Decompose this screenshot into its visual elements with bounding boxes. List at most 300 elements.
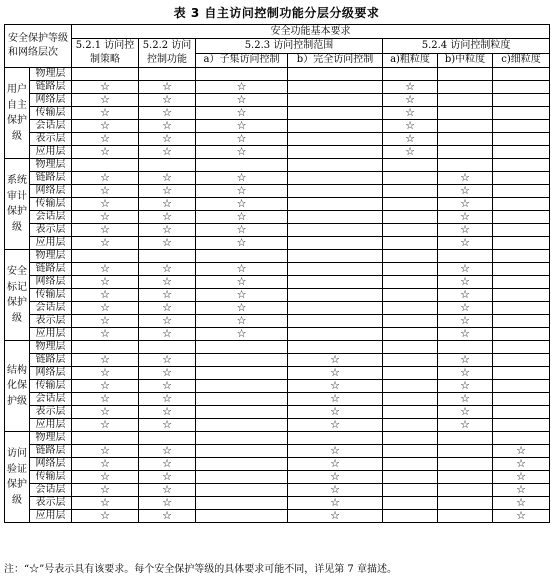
requirement-cell: ☆ — [383, 133, 438, 146]
requirement-cell: ☆ — [72, 81, 139, 94]
requirement-cell — [139, 341, 196, 354]
requirement-cell: ☆ — [72, 263, 139, 276]
requirement-cell: ☆ — [196, 107, 288, 120]
layer-label: 应用层 — [30, 328, 72, 341]
requirement-cell — [493, 107, 550, 120]
requirement-cell: ☆ — [196, 94, 288, 107]
requirement-cell: ☆ — [139, 328, 196, 341]
table-row — [5, 107, 550, 120]
requirement-cell — [383, 432, 438, 445]
table-row — [5, 484, 550, 497]
requirement-cell — [493, 393, 550, 406]
requirement-cell — [196, 458, 288, 471]
level-label: 系统审计保护级 — [5, 159, 30, 250]
table-row — [5, 68, 550, 81]
layer-label: 网络层 — [30, 458, 72, 471]
requirement-cell: ☆ — [196, 133, 288, 146]
table-row — [5, 81, 550, 94]
requirement-cell — [493, 367, 550, 380]
requirement-cell — [383, 380, 438, 393]
requirement-cell — [383, 159, 438, 172]
layer-label: 传输层 — [30, 289, 72, 302]
requirement-cell: ☆ — [438, 328, 493, 341]
requirement-cell: ☆ — [288, 393, 383, 406]
requirement-cell: ☆ — [72, 445, 139, 458]
requirement-cell — [288, 224, 383, 237]
table-row — [5, 354, 550, 367]
requirement-cell — [438, 94, 493, 107]
requirement-cell: ☆ — [196, 198, 288, 211]
requirement-cell: ☆ — [139, 510, 196, 523]
requirement-cell — [288, 263, 383, 276]
requirement-cell — [288, 315, 383, 328]
layer-label: 网络层 — [30, 94, 72, 107]
requirement-cell — [438, 341, 493, 354]
requirement-cell — [72, 250, 139, 263]
requirement-cell: ☆ — [72, 198, 139, 211]
layer-label: 会话层 — [30, 302, 72, 315]
requirement-cell — [438, 432, 493, 445]
requirement-cell — [288, 328, 383, 341]
requirement-cell — [288, 94, 383, 107]
requirement-cell — [493, 120, 550, 133]
requirement-cell: ☆ — [72, 120, 139, 133]
requirement-cell: ☆ — [72, 302, 139, 315]
table-row — [5, 289, 550, 302]
layer-label: 传输层 — [30, 380, 72, 393]
col-521-header: 5.2.1 访问控制策略 — [72, 39, 139, 68]
requirement-cell — [493, 159, 550, 172]
col-524a-header: a)粗粒度 — [383, 53, 438, 68]
requirement-cell — [196, 159, 288, 172]
requirement-cell: ☆ — [139, 497, 196, 510]
requirement-cell — [383, 185, 438, 198]
requirement-cell — [493, 185, 550, 198]
requirement-cell: ☆ — [72, 497, 139, 510]
requirement-cell — [438, 484, 493, 497]
requirement-cell: ☆ — [438, 419, 493, 432]
requirement-cell — [438, 250, 493, 263]
table-row — [5, 328, 550, 341]
layer-label: 链路层 — [30, 172, 72, 185]
requirement-cell: ☆ — [72, 393, 139, 406]
requirement-cell — [438, 510, 493, 523]
col-524-header: 5.2.4 访问控制粒度 — [383, 39, 550, 54]
requirement-cell — [383, 211, 438, 224]
requirement-cell — [288, 185, 383, 198]
requirement-cell: ☆ — [72, 354, 139, 367]
requirement-cell: ☆ — [72, 406, 139, 419]
requirement-cell — [288, 341, 383, 354]
requirement-cell — [493, 133, 550, 146]
requirement-cell — [383, 341, 438, 354]
requirement-cell — [288, 432, 383, 445]
requirement-cell — [383, 419, 438, 432]
table-row — [5, 263, 550, 276]
requirement-cell: ☆ — [72, 146, 139, 159]
requirement-cell: ☆ — [288, 380, 383, 393]
requirement-cell — [438, 68, 493, 81]
requirement-cell — [139, 250, 196, 263]
requirement-cell — [196, 432, 288, 445]
requirement-cell — [196, 406, 288, 419]
col-523b-header: b）完全访问控制 — [288, 53, 383, 68]
requirement-cell — [383, 458, 438, 471]
requirement-cell: ☆ — [493, 445, 550, 458]
level-label: 安全标记保护级 — [5, 250, 30, 341]
layer-label: 表示层 — [30, 406, 72, 419]
layer-label: 应用层 — [30, 146, 72, 159]
table-row — [5, 250, 550, 263]
layer-label: 传输层 — [30, 198, 72, 211]
requirement-cell: ☆ — [139, 172, 196, 185]
requirement-cell: ☆ — [139, 146, 196, 159]
layer-label: 链路层 — [30, 263, 72, 276]
table-row — [5, 393, 550, 406]
requirement-cell — [383, 198, 438, 211]
table-row — [5, 497, 550, 510]
requirement-cell — [288, 133, 383, 146]
requirement-cell: ☆ — [139, 120, 196, 133]
requirement-cell — [493, 172, 550, 185]
requirement-cell: ☆ — [196, 315, 288, 328]
requirement-cell: ☆ — [438, 237, 493, 250]
requirement-cell — [493, 432, 550, 445]
requirement-cell — [288, 250, 383, 263]
requirement-cell — [383, 263, 438, 276]
requirement-cell: ☆ — [139, 302, 196, 315]
requirement-cell — [493, 250, 550, 263]
requirement-cell — [288, 198, 383, 211]
requirement-cell — [139, 432, 196, 445]
requirement-cell — [438, 497, 493, 510]
requirement-cell: ☆ — [288, 458, 383, 471]
requirement-cell: ☆ — [72, 419, 139, 432]
requirement-cell — [383, 302, 438, 315]
requirement-cell — [72, 432, 139, 445]
requirement-cell — [383, 445, 438, 458]
requirement-cell: ☆ — [196, 146, 288, 159]
requirement-cell: ☆ — [493, 497, 550, 510]
requirement-cell: ☆ — [196, 120, 288, 133]
layer-label: 传输层 — [30, 107, 72, 120]
table-row — [5, 458, 550, 471]
table-row — [5, 315, 550, 328]
table-row — [5, 276, 550, 289]
table-row — [5, 146, 550, 159]
requirement-cell: ☆ — [72, 172, 139, 185]
table-row — [5, 380, 550, 393]
requirement-cell: ☆ — [139, 367, 196, 380]
col-524b-header: b)中粒度 — [438, 53, 493, 68]
layer-label: 应用层 — [30, 419, 72, 432]
requirement-cell — [196, 393, 288, 406]
table-row — [5, 341, 550, 354]
requirement-cell: ☆ — [72, 380, 139, 393]
table-row — [5, 471, 550, 484]
requirement-cell: ☆ — [139, 354, 196, 367]
requirement-cell — [383, 393, 438, 406]
layer-label: 表示层 — [30, 224, 72, 237]
requirement-cell: ☆ — [438, 276, 493, 289]
requirement-cell — [383, 250, 438, 263]
requirement-cell: ☆ — [196, 302, 288, 315]
requirement-cell — [493, 94, 550, 107]
requirement-cell: ☆ — [139, 458, 196, 471]
requirement-cell — [383, 224, 438, 237]
requirement-cell: ☆ — [288, 510, 383, 523]
requirement-cell: ☆ — [438, 172, 493, 185]
requirement-cell: ☆ — [72, 510, 139, 523]
table-row — [5, 224, 550, 237]
requirement-cell: ☆ — [383, 107, 438, 120]
layer-label: 物理层 — [30, 68, 72, 81]
requirement-cell: ☆ — [288, 445, 383, 458]
table-row — [5, 211, 550, 224]
requirement-cell — [438, 471, 493, 484]
requirement-cell: ☆ — [438, 211, 493, 224]
requirement-cell — [288, 276, 383, 289]
table-title: 表 3 自主访问控制功能分层分级要求 — [173, 6, 380, 20]
table-row — [5, 120, 550, 133]
requirement-cell: ☆ — [72, 367, 139, 380]
col-522-header: 5.2.2 访问控制功能 — [139, 39, 196, 68]
requirement-cell: ☆ — [493, 471, 550, 484]
layer-label: 会话层 — [30, 484, 72, 497]
requirement-cell — [493, 198, 550, 211]
layer-label: 物理层 — [30, 250, 72, 263]
table-row — [5, 367, 550, 380]
requirement-cell: ☆ — [196, 328, 288, 341]
requirement-cell: ☆ — [196, 224, 288, 237]
requirement-cell — [288, 237, 383, 250]
requirement-cell: ☆ — [438, 354, 493, 367]
requirement-cell: ☆ — [72, 107, 139, 120]
requirement-cell: ☆ — [438, 263, 493, 276]
requirement-cell — [383, 237, 438, 250]
requirement-cell: ☆ — [196, 185, 288, 198]
requirement-cell — [493, 328, 550, 341]
requirement-cell: ☆ — [493, 458, 550, 471]
requirement-cell — [438, 81, 493, 94]
requirement-cell — [288, 107, 383, 120]
requirement-cell: ☆ — [139, 289, 196, 302]
requirement-cell — [288, 172, 383, 185]
layer-label: 应用层 — [30, 237, 72, 250]
requirement-cell: ☆ — [438, 185, 493, 198]
requirement-cell — [438, 445, 493, 458]
table-row — [5, 94, 550, 107]
requirement-cell: ☆ — [196, 289, 288, 302]
requirement-cell: ☆ — [139, 393, 196, 406]
requirement-cell — [383, 289, 438, 302]
layer-label: 物理层 — [30, 341, 72, 354]
requirement-cell — [493, 354, 550, 367]
requirement-cell — [383, 354, 438, 367]
requirement-cell — [196, 367, 288, 380]
requirement-cell — [288, 211, 383, 224]
requirement-cell — [438, 133, 493, 146]
requirement-cell: ☆ — [383, 120, 438, 133]
requirement-cell: ☆ — [139, 107, 196, 120]
requirement-cell: ☆ — [139, 406, 196, 419]
requirement-cell: ☆ — [438, 224, 493, 237]
table-row — [5, 432, 550, 445]
requirement-cell — [288, 146, 383, 159]
requirement-cell: ☆ — [139, 276, 196, 289]
table-body — [5, 68, 550, 523]
requirement-cell: ☆ — [72, 133, 139, 146]
requirement-cell: ☆ — [72, 224, 139, 237]
level-label: 访问验证保护级 — [5, 432, 30, 523]
requirement-cell — [288, 120, 383, 133]
layer-label: 传输层 — [30, 471, 72, 484]
requirement-cell — [196, 419, 288, 432]
requirement-cell: ☆ — [288, 354, 383, 367]
requirement-cell: ☆ — [139, 445, 196, 458]
table-row — [5, 445, 550, 458]
requirement-cell: ☆ — [438, 315, 493, 328]
table-row — [5, 159, 550, 172]
requirement-cell: ☆ — [438, 380, 493, 393]
requirement-cell — [383, 68, 438, 81]
requirement-cell — [493, 406, 550, 419]
requirement-cell — [383, 497, 438, 510]
requirement-cell: ☆ — [72, 94, 139, 107]
layer-label: 网络层 — [30, 276, 72, 289]
requirement-cell: ☆ — [72, 237, 139, 250]
requirement-cell — [196, 497, 288, 510]
requirement-cell: ☆ — [196, 276, 288, 289]
requirement-cell — [196, 471, 288, 484]
requirement-cell: ☆ — [139, 484, 196, 497]
row-label-header: 安全保护等级和网络层次 — [5, 25, 72, 68]
requirement-cell: ☆ — [196, 81, 288, 94]
requirement-cell: ☆ — [288, 497, 383, 510]
requirement-cell — [196, 380, 288, 393]
requirement-cell: ☆ — [438, 198, 493, 211]
requirements-table — [4, 24, 550, 523]
requirement-cell: ☆ — [139, 263, 196, 276]
requirement-cell: ☆ — [139, 94, 196, 107]
requirement-cell: ☆ — [383, 146, 438, 159]
table-row — [5, 198, 550, 211]
requirement-cell: ☆ — [288, 406, 383, 419]
layer-label: 链路层 — [30, 81, 72, 94]
layer-label: 链路层 — [30, 445, 72, 458]
requirement-cell — [383, 172, 438, 185]
requirement-cell: ☆ — [438, 393, 493, 406]
requirement-cell: ☆ — [196, 237, 288, 250]
requirement-cell — [72, 68, 139, 81]
requirement-cell — [493, 81, 550, 94]
requirement-cell — [493, 419, 550, 432]
requirement-cell: ☆ — [72, 185, 139, 198]
requirement-cell: ☆ — [438, 367, 493, 380]
requirement-cell — [493, 315, 550, 328]
requirement-cell — [288, 68, 383, 81]
col-523a-header: a）子集访问控制 — [196, 53, 288, 68]
layer-label: 物理层 — [30, 159, 72, 172]
requirement-cell — [493, 237, 550, 250]
requirement-cell: ☆ — [72, 276, 139, 289]
requirement-cell: ☆ — [72, 328, 139, 341]
layer-label: 链路层 — [30, 354, 72, 367]
requirement-cell: ☆ — [383, 81, 438, 94]
requirement-cell — [383, 510, 438, 523]
requirement-cell: ☆ — [139, 133, 196, 146]
requirement-cell: ☆ — [139, 81, 196, 94]
requirement-cell: ☆ — [493, 510, 550, 523]
requirement-cell: ☆ — [196, 172, 288, 185]
requirement-cell — [438, 120, 493, 133]
requirement-cell: ☆ — [438, 302, 493, 315]
requirement-cell — [196, 68, 288, 81]
table-row — [5, 133, 550, 146]
table-row — [5, 510, 550, 523]
table-row — [5, 406, 550, 419]
requirement-cell: ☆ — [288, 367, 383, 380]
requirement-cell: ☆ — [139, 211, 196, 224]
requirement-cell: ☆ — [72, 458, 139, 471]
requirement-cell — [288, 81, 383, 94]
requirement-cell — [383, 471, 438, 484]
table-row — [5, 172, 550, 185]
table-row — [5, 302, 550, 315]
layer-label: 会话层 — [30, 120, 72, 133]
requirement-cell: ☆ — [72, 471, 139, 484]
requirement-cell: ☆ — [139, 471, 196, 484]
requirement-cell — [196, 445, 288, 458]
requirement-cell: ☆ — [139, 224, 196, 237]
requirement-cell: ☆ — [288, 419, 383, 432]
requirement-cell — [383, 406, 438, 419]
requirement-cell — [438, 107, 493, 120]
requirement-cell — [493, 263, 550, 276]
layer-label: 表示层 — [30, 133, 72, 146]
requirement-cell — [139, 159, 196, 172]
requirement-cell — [493, 211, 550, 224]
requirement-cell: ☆ — [139, 237, 196, 250]
requirement-cell — [383, 276, 438, 289]
layer-label: 会话层 — [30, 211, 72, 224]
requirement-cell: ☆ — [139, 419, 196, 432]
requirement-cell — [288, 289, 383, 302]
requirement-cell — [288, 159, 383, 172]
requirement-cell: ☆ — [493, 484, 550, 497]
requirement-cell: ☆ — [72, 484, 139, 497]
requirement-cell — [383, 328, 438, 341]
requirement-cell: ☆ — [438, 406, 493, 419]
requirement-cell — [493, 380, 550, 393]
layer-label: 会话层 — [30, 393, 72, 406]
requirement-cell — [196, 250, 288, 263]
requirement-cell — [288, 302, 383, 315]
requirement-cell — [196, 354, 288, 367]
requirement-cell: ☆ — [139, 315, 196, 328]
requirement-cell: ☆ — [438, 289, 493, 302]
requirement-cell — [438, 159, 493, 172]
requirement-cell: ☆ — [139, 185, 196, 198]
layer-label: 网络层 — [30, 185, 72, 198]
level-label: 用户自主保护级 — [5, 68, 30, 159]
requirement-cell: ☆ — [139, 198, 196, 211]
requirement-cell — [438, 458, 493, 471]
requirement-cell — [383, 484, 438, 497]
requirement-cell — [196, 341, 288, 354]
layer-label: 物理层 — [30, 432, 72, 445]
requirement-cell — [493, 276, 550, 289]
